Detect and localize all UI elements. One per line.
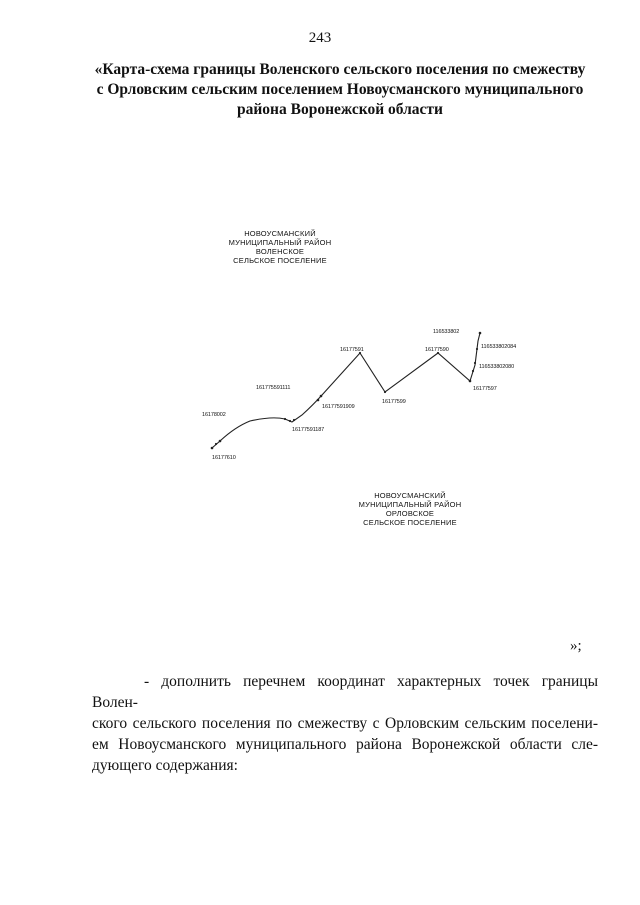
title-line-1: «Карта-схема границы Воленского сельского поселения по смежеству [94, 61, 586, 78]
point-label: 161775591111 [256, 385, 291, 391]
body-line-1: - дополнить перечнем координат характерных точек границы Волен- [92, 673, 598, 711]
vertex-p4b [293, 419, 295, 421]
title-line-3: района Воронежской области [237, 101, 443, 118]
point-label: 16177591187 [292, 427, 325, 433]
page-number: 243 [308, 30, 332, 46]
vertex-p1b [215, 443, 217, 445]
vertex-p5b [320, 395, 323, 398]
vertex-p11 [472, 370, 474, 372]
document-title [60, 60, 620, 120]
vertex-p7 [384, 391, 386, 393]
vertex-p1 [211, 447, 214, 450]
title-line-2: с Орловским сельским поселением Новоусманского муниципального [96, 81, 584, 98]
point-label: 16177597 [473, 386, 497, 392]
region-top-line-4: СЕЛЬСКОЕ ПОСЕЛЕНИЕ [233, 256, 327, 265]
point-label: 116533802080 [479, 364, 515, 370]
boundary-map [180, 215, 520, 545]
vertex-p2 [219, 440, 222, 443]
point-label: 16178002 [202, 412, 226, 418]
point-label: 16177590 [425, 347, 449, 353]
vertex-p3 [284, 418, 286, 420]
vertex-p10 [476, 348, 478, 350]
region-bottom-line-4: СЕЛЬСКОЕ ПОСЕЛЕНИЕ [363, 518, 457, 527]
vertex-p5 [317, 399, 320, 402]
vertex-p11b [474, 362, 476, 364]
body-paragraph [92, 671, 598, 776]
region-bottom-line-2: МУНИЦИПАЛЬНЫЙ РАЙОН [358, 500, 462, 509]
region-top-line-3: ВОЛЕНСКОЕ [255, 247, 305, 256]
region-top-line-1: НОВОУСМАНСКИЙ [244, 229, 316, 238]
body-line-3: ем Новоусманского муниципального района Воронежской области сле- [92, 736, 598, 753]
vertex-p9 [479, 332, 482, 335]
point-label: 116533802 [433, 329, 460, 335]
body-line-4: дующего содержания: [92, 757, 238, 774]
region-top-line-2: МУНИЦИПАЛЬНЫЙ РАЙОН [228, 238, 332, 247]
point-label: 16177591909 [322, 404, 355, 410]
point-label: 16177610 [212, 455, 236, 461]
point-label: 116533802084 [481, 344, 517, 350]
point-label: 16177591 [340, 347, 364, 353]
region-label-orlovskoe [350, 491, 470, 527]
region-bottom-line-1: НОВОУСМАНСКИЙ [374, 491, 446, 500]
region-bottom-line-3: ОРЛОВСКОЕ [385, 509, 435, 518]
point-label: 16177599 [382, 399, 406, 405]
vertex-p4 [289, 420, 291, 422]
vertex-p12 [469, 380, 472, 383]
body-line-2: ского сельского поселения по смежеству с Орловским сельским поселени- [92, 715, 598, 732]
closing-quote: »; [570, 638, 582, 654]
